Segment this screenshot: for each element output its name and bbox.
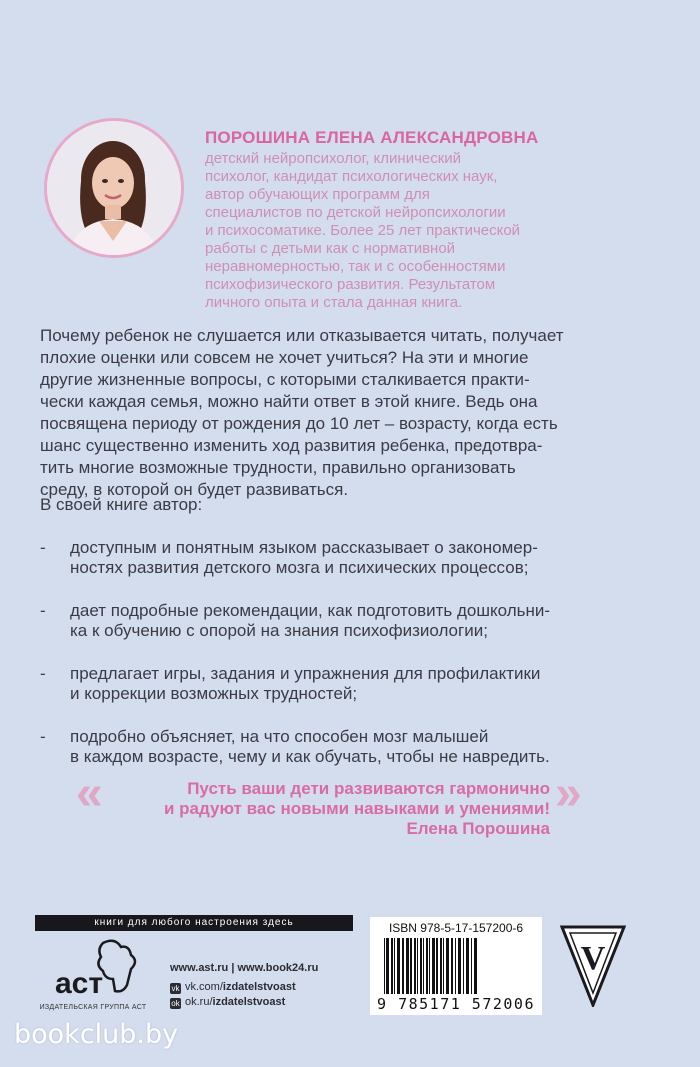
list-item <box>40 727 680 767</box>
barcode-bar <box>386 938 389 994</box>
ok-link[interactable] <box>170 996 285 1009</box>
bio-line: автор обучающих программ для <box>205 186 430 203</box>
barcode-digits: 9 785171 572006 <box>377 995 535 1013</box>
imprint-v-letter: V <box>580 940 606 977</box>
ok-link-prefix: ok.ru/ <box>185 996 213 1008</box>
barcode-bar <box>451 938 453 994</box>
ok-icon: ok <box>171 999 180 1008</box>
barcode-bar <box>394 938 395 994</box>
description-line: чески каждая семья, можно найти ответ в этой книге. Ведь она <box>40 392 538 411</box>
author-portrait-illustration <box>47 121 181 255</box>
author-block <box>44 118 664 311</box>
quote-open-icon: « <box>76 767 103 820</box>
author-bio <box>205 150 630 312</box>
list-dash: - <box>40 727 46 746</box>
barcode-bar <box>426 938 428 994</box>
publisher-caption: ИЗДАТЕЛЬСКАЯ ГРУППА АСТ <box>39 1004 147 1011</box>
quote-signature: Елена Порошина <box>406 819 550 838</box>
quote-close-icon: » <box>555 767 582 820</box>
barcode-bar <box>420 938 422 994</box>
barcode-bar <box>455 938 456 994</box>
barcode-bar <box>471 938 472 994</box>
bio-line: специалистов по детской нейропсихологии <box>205 204 506 221</box>
barcode-bar <box>410 938 412 994</box>
barcode-bar <box>423 938 424 994</box>
bio-line: психолог, кандидат психологических наук, <box>205 168 498 185</box>
list-item <box>40 538 680 578</box>
list-item-line: подробно объясняет, на что способен мозг малышей <box>70 727 489 746</box>
watermark: bookclub.by <box>14 1019 179 1050</box>
vk-link-handle: izdatelstvoast <box>222 981 296 993</box>
description-line: плохие оценки или совсем не хочет учиться? На эти и многие <box>40 348 529 367</box>
barcode-bar <box>397 938 400 994</box>
author-photo <box>44 118 184 258</box>
book-description <box>40 325 670 501</box>
barcode-bar <box>440 938 442 994</box>
bio-line: психофизического развития. Результатом <box>205 276 496 293</box>
quote-line: и радуют вас новыми навыками и умениями! <box>163 799 550 818</box>
isbn-number: ISBN 978-5-17-157200-6 <box>388 921 524 935</box>
barcode-icon <box>382 938 530 994</box>
barcode-bar <box>402 938 404 994</box>
bio-line: неравномерностью, так и с особенностями <box>205 258 506 275</box>
barcode-bar <box>443 938 444 994</box>
list-dash: - <box>40 538 46 557</box>
list-item-line: дает подробные рекомендации, как подготовить дошкольни- <box>70 601 551 620</box>
bio-line: работы с детьми как с нормативной <box>205 240 456 257</box>
barcode-bar <box>417 938 418 994</box>
quote-line: Пусть ваши дети развиваются гармонично <box>187 779 550 798</box>
vk-link-prefix: vk.com/ <box>185 981 223 993</box>
bullets-intro: В своей книге автор: <box>40 495 203 514</box>
barcode-bar <box>429 938 430 994</box>
list-item-line: в каждом возрасте, чему и как обучать, чтобы не навредить. <box>70 747 550 766</box>
description-line: среду, в которой он будет развиваться. <box>40 480 349 499</box>
barcode-bar <box>446 938 449 994</box>
barcode-bar <box>432 938 435 994</box>
vk-link[interactable] <box>170 981 296 994</box>
barcode-bar <box>474 938 477 994</box>
ast-logo-text: аст <box>55 967 104 1000</box>
list-item <box>40 601 680 641</box>
list-item <box>40 664 680 704</box>
list-dash: - <box>40 601 46 620</box>
description-line: посвящена периоду от рождения до 10 лет – возрасту, когда есть <box>40 414 558 433</box>
barcode-bar <box>391 938 393 994</box>
bio-line: и психосоматике. Более 25 лет практической <box>205 222 521 239</box>
list-item-line: ностях развития детского мозга и психических процессов; <box>70 558 529 577</box>
feature-list <box>40 538 680 790</box>
barcode-bar <box>463 938 464 994</box>
list-item-line: ка к обучению с опорой на знания психофизиологии; <box>70 621 488 640</box>
barcode-bar <box>414 938 416 994</box>
bio-line: детский нейропсихолог, клинический <box>205 150 462 167</box>
vk-icon: vk <box>171 984 180 993</box>
publisher-tagline: книги для любого настроения здесь <box>35 915 353 931</box>
barcode-bar <box>466 938 469 994</box>
imprint-v-logo <box>560 925 626 1007</box>
publisher-websites[interactable]: www.ast.ru | www.book24.ru <box>170 962 319 974</box>
ast-logo-icon <box>43 935 143 1010</box>
list-item-line: и коррекции возможных трудностей; <box>70 684 358 703</box>
description-line: шанс существенно изменить ход развития ребенка, предотвра- <box>40 436 543 455</box>
description-line: тить многие возможные трудности, правильно организовать <box>40 458 516 477</box>
list-item-line: доступным и понятным языком рассказывает о закономер- <box>70 538 538 557</box>
barcode-bar <box>436 938 438 994</box>
ok-link-handle: izdatelstvoast <box>212 996 286 1008</box>
bio-line: личного опыта и стала данная книга. <box>205 294 463 311</box>
description-line: Почему ребенок не слушается или отказывается читать, получает <box>40 326 564 345</box>
author-quote <box>120 779 550 839</box>
barcode-bar <box>406 938 409 994</box>
barcode-panel <box>370 917 542 1015</box>
barcode-bar <box>384 938 385 994</box>
author-name: ПОРОШИНА ЕЛЕНА АЛЕКСАНДРОВНА <box>205 128 539 147</box>
list-dash: - <box>40 664 46 683</box>
barcode-bar <box>458 938 461 994</box>
description-line: другие жизненные вопросы, с которыми сталкивается практи- <box>40 370 530 389</box>
list-item-line: предлагает игры, задания и упражнения для профилактики <box>70 664 541 683</box>
